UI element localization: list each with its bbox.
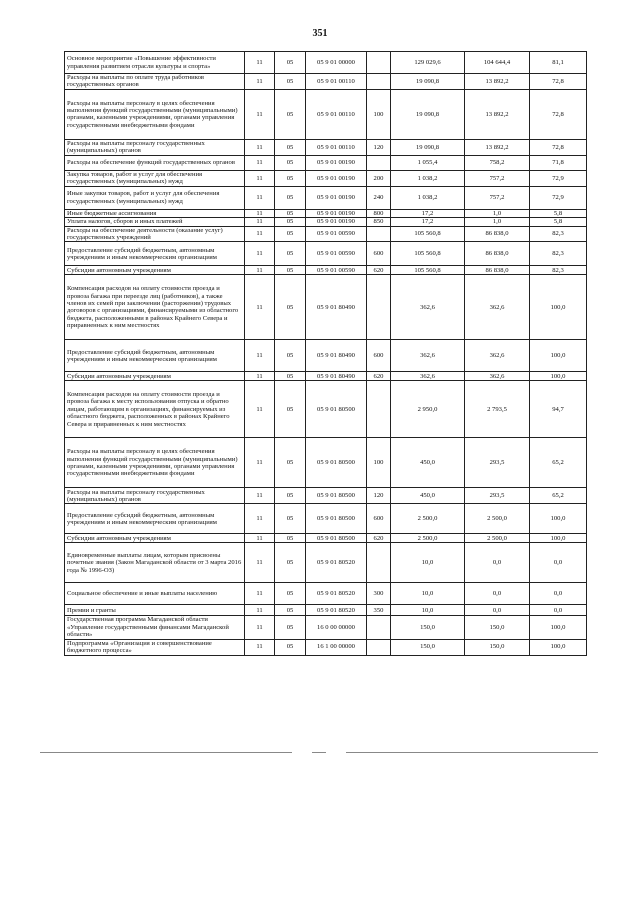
cell-name: Предоставление субсидий бюджетным, автономным учреждениям и иным некоммерческим организациям	[65, 340, 245, 372]
cell-executed: 758,2	[465, 155, 530, 170]
cell-executed: 13 892,2	[465, 89, 530, 139]
cell-executed: 1,0	[465, 209, 530, 217]
cell-expense-type	[367, 155, 391, 170]
cell-executed: 86 838,0	[465, 266, 530, 275]
cell-name: Предоставление субсидий бюджетным, автономным учреждениям и иным некоммерческим организациям	[65, 242, 245, 266]
cell-percent: 94,7	[530, 381, 587, 438]
cell-name: Единовременные выплаты лицам, которым присвоены почетные звания (Закон Магаданской области от 3 марта 2016 года № 1996-ОЗ)	[65, 543, 245, 583]
cell-section: 11	[245, 543, 275, 583]
cell-name: Расходы на выплаты персоналу государственных (муниципальных) органов	[65, 488, 245, 504]
cell-executed: 0,0	[465, 543, 530, 583]
cell-target-article: 05 9 01 80490	[306, 372, 367, 381]
cell-section: 11	[245, 170, 275, 186]
cell-target-article: 05 9 01 00190	[306, 155, 367, 170]
cell-planned: 10,0	[391, 583, 465, 605]
cell-planned: 362,6	[391, 340, 465, 372]
cell-name: Государственная программа Магаданской области «Управление государственными финансами Магаданской области»	[65, 616, 245, 639]
cell-section: 11	[245, 186, 275, 209]
cell-target-article: 05 9 01 80490	[306, 340, 367, 372]
cell-executed: 362,6	[465, 340, 530, 372]
cell-name: Иные бюджетные ассигнования	[65, 209, 245, 217]
cell-target-article: 05 9 01 80520	[306, 543, 367, 583]
table-row	[65, 616, 587, 639]
cell-name: Расходы на выплаты персоналу в целях обеспечения выполнения функций государственными (муниципальными) органами, казенными учреждениями, органами управления государственными внебюджетными фондами	[65, 89, 245, 139]
cell-planned: 1 038,2	[391, 170, 465, 186]
cell-planned: 105 560,8	[391, 242, 465, 266]
table-row	[65, 488, 587, 504]
table-row	[65, 139, 587, 155]
cell-name: Расходы на выплаты персоналу в целях обеспечения выполнения функций государственными (муниципальными) органами, казенными учреждениями, органами управления государственными внебюджетными фондами	[65, 438, 245, 488]
budget-table	[64, 51, 587, 656]
cell-section: 11	[245, 242, 275, 266]
cell-expense-type: 600	[367, 242, 391, 266]
cell-name: Социальное обеспечение и иные выплаты населению	[65, 583, 245, 605]
footer-rule-right	[346, 752, 598, 753]
cell-section: 11	[245, 52, 275, 74]
cell-target-article: 16 1 00 00000	[306, 639, 367, 655]
cell-subsection: 05	[275, 372, 306, 381]
cell-executed: 86 838,0	[465, 242, 530, 266]
cell-section: 11	[245, 218, 275, 226]
cell-planned: 17,2	[391, 218, 465, 226]
cell-name: Расходы на обеспечение функций государственных органов	[65, 155, 245, 170]
table-row	[65, 218, 587, 226]
cell-percent: 72,9	[530, 186, 587, 209]
cell-subsection: 05	[275, 534, 306, 543]
cell-percent: 100,0	[530, 504, 587, 534]
cell-expense-type	[367, 639, 391, 655]
cell-planned: 2 950,0	[391, 381, 465, 438]
cell-percent: 100,0	[530, 639, 587, 655]
cell-expense-type: 620	[367, 266, 391, 275]
cell-expense-type: 850	[367, 218, 391, 226]
cell-section: 11	[245, 605, 275, 616]
cell-executed: 2 793,5	[465, 381, 530, 438]
cell-target-article: 05 9 01 00590	[306, 242, 367, 266]
cell-expense-type: 620	[367, 534, 391, 543]
cell-executed: 362,6	[465, 275, 530, 340]
table-row	[65, 242, 587, 266]
cell-target-article: 05 9 01 00110	[306, 74, 367, 90]
cell-section: 11	[245, 226, 275, 242]
cell-subsection: 05	[275, 639, 306, 655]
cell-planned: 150,0	[391, 639, 465, 655]
cell-planned: 19 090,8	[391, 89, 465, 139]
table-row	[65, 226, 587, 242]
cell-section: 11	[245, 275, 275, 340]
cell-section: 11	[245, 340, 275, 372]
cell-target-article: 05 9 01 80520	[306, 583, 367, 605]
table-row	[65, 583, 587, 605]
cell-subsection: 05	[275, 242, 306, 266]
cell-section: 11	[245, 266, 275, 275]
cell-planned: 450,0	[391, 438, 465, 488]
cell-target-article: 16 0 00 00000	[306, 616, 367, 639]
table-row	[65, 543, 587, 583]
cell-subsection: 05	[275, 226, 306, 242]
cell-percent: 100,0	[530, 340, 587, 372]
cell-subsection: 05	[275, 583, 306, 605]
cell-subsection: 05	[275, 381, 306, 438]
cell-percent: 82,3	[530, 266, 587, 275]
cell-percent: 100,0	[530, 534, 587, 543]
cell-subsection: 05	[275, 605, 306, 616]
table-row	[65, 504, 587, 534]
cell-section: 11	[245, 209, 275, 217]
table-row	[65, 639, 587, 655]
cell-percent: 100,0	[530, 275, 587, 340]
cell-subsection: 05	[275, 616, 306, 639]
cell-target-article: 05 9 01 00590	[306, 266, 367, 275]
cell-percent: 100,0	[530, 372, 587, 381]
cell-expense-type: 240	[367, 186, 391, 209]
cell-expense-type	[367, 74, 391, 90]
cell-executed: 362,6	[465, 372, 530, 381]
cell-target-article: 05 9 01 80500	[306, 381, 367, 438]
cell-planned: 362,6	[391, 372, 465, 381]
cell-name: Расходы на обеспечение деятельности (оказание услуг) государственных учреждений	[65, 226, 245, 242]
cell-subsection: 05	[275, 52, 306, 74]
cell-expense-type	[367, 616, 391, 639]
cell-expense-type: 100	[367, 89, 391, 139]
cell-executed: 86 838,0	[465, 226, 530, 242]
cell-name: Уплата налогов, сборов и иных платежей	[65, 218, 245, 226]
cell-target-article: 05 9 01 80500	[306, 534, 367, 543]
cell-planned: 10,0	[391, 543, 465, 583]
cell-name: Премии и гранты	[65, 605, 245, 616]
cell-expense-type	[367, 52, 391, 74]
cell-executed: 13 892,2	[465, 139, 530, 155]
cell-name: Субсидии автономным учреждениям	[65, 372, 245, 381]
cell-target-article: 05 9 01 00190	[306, 186, 367, 209]
cell-name: Компенсация расходов на оплату стоимости проезда и провоза багажа при переезде лиц (работников), а также членов их семей при заключении (расторжении) трудовых договоров с организациями, финансируемыми из областного бюджета, расположенными в районах Крайнего Севера и приравненных к ним местностях	[65, 275, 245, 340]
cell-section: 11	[245, 438, 275, 488]
cell-executed: 150,0	[465, 639, 530, 655]
table-row	[65, 275, 587, 340]
cell-name: Расходы на выплаты по оплате труда работников государственных органов	[65, 74, 245, 90]
cell-section: 11	[245, 583, 275, 605]
cell-executed: 104 644,4	[465, 52, 530, 74]
cell-planned: 19 090,8	[391, 74, 465, 90]
cell-section: 11	[245, 89, 275, 139]
cell-expense-type	[367, 226, 391, 242]
cell-expense-type: 100	[367, 438, 391, 488]
cell-name: Компенсация расходов на оплату стоимости проезда и провоза багажа к месту использования отпуска и обратно лицам, работающим в организациях, финансируемых из областного бюджета, расположенных в районах Крайнего Севера и приравненных к ним местностях	[65, 381, 245, 438]
cell-subsection: 05	[275, 340, 306, 372]
cell-subsection: 05	[275, 275, 306, 340]
cell-name: Субсидии автономным учреждениям	[65, 266, 245, 275]
cell-planned: 1 038,2	[391, 186, 465, 209]
cell-planned: 105 560,8	[391, 266, 465, 275]
cell-subsection: 05	[275, 488, 306, 504]
cell-percent: 0,0	[530, 605, 587, 616]
cell-target-article: 05 9 01 00190	[306, 209, 367, 217]
cell-percent: 71,8	[530, 155, 587, 170]
table-row	[65, 155, 587, 170]
cell-section: 11	[245, 488, 275, 504]
cell-section: 11	[245, 139, 275, 155]
table-row	[65, 170, 587, 186]
cell-percent: 100,0	[530, 616, 587, 639]
cell-name: Подпрограмма «Организация и совершенствование бюджетного процесса»	[65, 639, 245, 655]
cell-executed: 1,0	[465, 218, 530, 226]
table-row	[65, 186, 587, 209]
cell-target-article: 05 9 01 80500	[306, 504, 367, 534]
cell-section: 11	[245, 616, 275, 639]
cell-percent: 72,8	[530, 89, 587, 139]
cell-target-article: 05 9 01 00000	[306, 52, 367, 74]
cell-planned: 150,0	[391, 616, 465, 639]
budget-table-body	[65, 52, 587, 656]
cell-percent: 82,3	[530, 242, 587, 266]
cell-section: 11	[245, 504, 275, 534]
cell-planned: 10,0	[391, 605, 465, 616]
cell-target-article: 05 9 01 00190	[306, 170, 367, 186]
cell-target-article: 05 9 01 80500	[306, 438, 367, 488]
cell-section: 11	[245, 155, 275, 170]
cell-expense-type: 800	[367, 209, 391, 217]
table-row	[65, 266, 587, 275]
cell-percent: 72,8	[530, 74, 587, 90]
cell-planned: 2 500,0	[391, 534, 465, 543]
cell-name: Расходы на выплаты персоналу государственных (муниципальных) органов	[65, 139, 245, 155]
cell-executed: 757,2	[465, 186, 530, 209]
cell-subsection: 05	[275, 218, 306, 226]
cell-target-article: 05 9 01 80520	[306, 605, 367, 616]
cell-planned: 362,6	[391, 275, 465, 340]
cell-subsection: 05	[275, 266, 306, 275]
cell-subsection: 05	[275, 155, 306, 170]
table-row	[65, 605, 587, 616]
cell-executed: 0,0	[465, 583, 530, 605]
cell-section: 11	[245, 534, 275, 543]
cell-section: 11	[245, 372, 275, 381]
cell-executed: 757,2	[465, 170, 530, 186]
cell-section: 11	[245, 74, 275, 90]
table-row	[65, 52, 587, 74]
cell-subsection: 05	[275, 504, 306, 534]
cell-percent: 0,0	[530, 583, 587, 605]
cell-name: Субсидии автономным учреждениям	[65, 534, 245, 543]
cell-target-article: 05 9 01 00110	[306, 139, 367, 155]
cell-planned: 19 090,8	[391, 139, 465, 155]
cell-expense-type: 120	[367, 488, 391, 504]
cell-executed: 293,5	[465, 438, 530, 488]
table-row	[65, 372, 587, 381]
cell-expense-type: 600	[367, 504, 391, 534]
table-row	[65, 74, 587, 90]
cell-subsection: 05	[275, 89, 306, 139]
cell-executed: 150,0	[465, 616, 530, 639]
cell-expense-type	[367, 543, 391, 583]
table-row	[65, 340, 587, 372]
cell-percent: 5,8	[530, 218, 587, 226]
cell-expense-type: 300	[367, 583, 391, 605]
cell-expense-type: 200	[367, 170, 391, 186]
cell-percent: 72,9	[530, 170, 587, 186]
cell-percent: 5,8	[530, 209, 587, 217]
cell-executed: 2 500,0	[465, 504, 530, 534]
table-row	[65, 438, 587, 488]
cell-subsection: 05	[275, 186, 306, 209]
cell-subsection: 05	[275, 74, 306, 90]
cell-target-article: 05 9 01 80500	[306, 488, 367, 504]
cell-percent: 0,0	[530, 543, 587, 583]
table-row	[65, 89, 587, 139]
cell-executed: 0,0	[465, 605, 530, 616]
cell-section: 11	[245, 381, 275, 438]
cell-percent: 82,3	[530, 226, 587, 242]
cell-executed: 2 500,0	[465, 534, 530, 543]
cell-planned: 450,0	[391, 488, 465, 504]
cell-percent: 81,1	[530, 52, 587, 74]
cell-expense-type: 600	[367, 340, 391, 372]
cell-planned: 17,2	[391, 209, 465, 217]
cell-subsection: 05	[275, 543, 306, 583]
cell-expense-type: 120	[367, 139, 391, 155]
footer-rule-middle	[312, 752, 326, 753]
cell-subsection: 05	[275, 139, 306, 155]
cell-target-article: 05 9 01 80490	[306, 275, 367, 340]
cell-name: Предоставление субсидий бюджетным, автономным учреждениям и иным некоммерческим организациям	[65, 504, 245, 534]
cell-expense-type	[367, 381, 391, 438]
cell-executed: 293,5	[465, 488, 530, 504]
cell-name: Основное мероприятие «Повышение эффективности управления развитием отрасли культуры и спорта»	[65, 52, 245, 74]
cell-subsection: 05	[275, 438, 306, 488]
cell-percent: 65,2	[530, 438, 587, 488]
cell-name: Закупка товаров, работ и услуг для обеспечения государственных (муниципальных) нужд	[65, 170, 245, 186]
table-row	[65, 381, 587, 438]
table-row	[65, 534, 587, 543]
cell-expense-type	[367, 275, 391, 340]
cell-section: 11	[245, 639, 275, 655]
cell-expense-type: 620	[367, 372, 391, 381]
cell-expense-type: 350	[367, 605, 391, 616]
footer-rule-left	[40, 752, 292, 753]
page-number: 351	[312, 28, 328, 39]
cell-target-article: 05 9 01 00590	[306, 226, 367, 242]
cell-target-article: 05 9 01 00110	[306, 89, 367, 139]
cell-planned: 129 029,6	[391, 52, 465, 74]
table-row	[65, 209, 587, 217]
cell-subsection: 05	[275, 209, 306, 217]
cell-planned: 2 500,0	[391, 504, 465, 534]
cell-planned: 1 055,4	[391, 155, 465, 170]
cell-percent: 72,8	[530, 139, 587, 155]
cell-target-article: 05 9 01 00190	[306, 218, 367, 226]
cell-planned: 105 560,8	[391, 226, 465, 242]
cell-name: Иные закупки товаров, работ и услуг для обеспечения государственных (муниципальных) нужд	[65, 186, 245, 209]
cell-executed: 13 892,2	[465, 74, 530, 90]
cell-subsection: 05	[275, 170, 306, 186]
cell-percent: 65,2	[530, 488, 587, 504]
